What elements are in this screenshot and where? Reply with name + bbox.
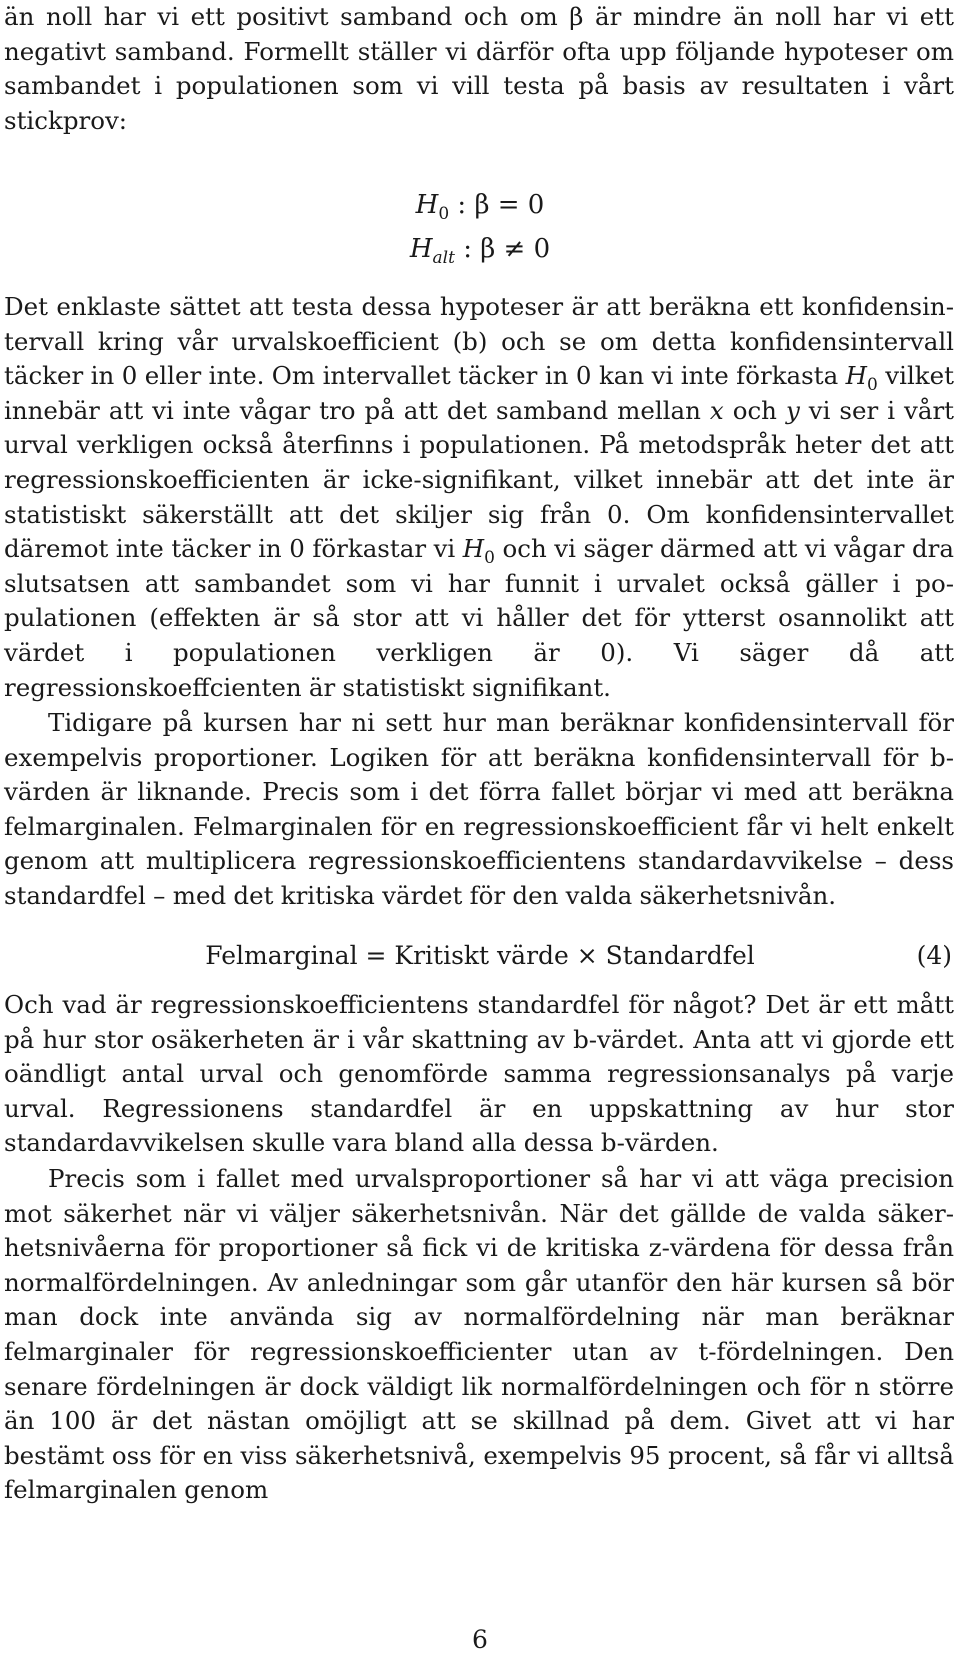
paragraph-standard-error bbox=[4, 988, 954, 1161]
page-number: 6 bbox=[472, 1625, 488, 1654]
symbol-x: x bbox=[709, 395, 724, 425]
subscript-0: 0 bbox=[438, 204, 450, 224]
paragraph-margin-of-error bbox=[4, 706, 954, 914]
paragraph-margin-of-error-text: Tidigare på kursen har ni sett hur man beräknar konfidensintervall för exempelvis proportioner. Logiken för att beräkna konfidensintervall för b-värden är liknande. Precis som i det förra fallet börjar vi med att beräkna felmarginalen. Felmarginalen för en regressionskoefficient får vi helt enkelt genom att multiplicera regressionskoefficientens standardavvikelse – dess standardfel – med det kritiska värdet för den valda säkerhetsnivån. bbox=[4, 708, 954, 910]
text-run: vilket innebär att vi inte vågar tro på att det samband mellan bbox=[4, 361, 954, 425]
paragraph-standard-error-text: Och vad är regressionskoefficientens standardfel för något? Det är ett mått på hur stor osäkerheten är i vår skattning av b-värdet. Anta att vi gjorde ett oändligt antal urval och genomförde samma regressionsanalys på varje urval. Regressionens standardfel är en uppskattning av hur stor standardavvikelsen skulle vara bland alla dessa b-värden. bbox=[4, 990, 954, 1158]
symbol-h: H bbox=[845, 361, 868, 391]
text-run: och vi säger därmed att vi vågar dra slutsatsen att sambandet som vi har funnit i urvalet också gäller i populationen (effekten är så stor att vi håller det för ytterst osannolikt att värdet i populationen verkligen är 0). Vi säger då att regressionskoeffcienten är statistiskt signifikant. bbox=[4, 534, 954, 702]
subscript-alt: alt bbox=[432, 248, 455, 268]
hypothesis-alt-rest: : β ≠ 0 bbox=[454, 234, 551, 264]
subscript-0: 0 bbox=[484, 548, 495, 569]
hypothesis-alt bbox=[0, 232, 960, 266]
equation-number: (4) bbox=[916, 941, 952, 970]
subscript-0: 0 bbox=[867, 375, 878, 396]
paragraph-confidence-test bbox=[4, 290, 954, 705]
paragraph-intro bbox=[4, 0, 954, 138]
text-run: vi ser i vårt urval verkligen också återfinns i populationen. På metodspråk heter det att regressionskoefficienten är icke-signifikant, vilket innebär att det inte är statistiskt säkerställt att det skiljer sig från 0. Om konfidensintervallet däremot inte täcker in 0 förkastar vi bbox=[4, 395, 955, 564]
equation-body: Felmarginal = Kritiskt värde × Standardfel bbox=[205, 941, 755, 970]
hypothesis-null bbox=[0, 188, 960, 222]
text-run: och bbox=[723, 395, 786, 425]
symbol-y: y bbox=[785, 395, 800, 425]
symbol-h: H bbox=[415, 190, 439, 220]
paragraph-confidence-level-text: Precis som i fallet med urvalsproportioner så har vi att väga precision mot säkerhet när vi väljer säkerhetsnivån. När det gällde de valda säkerhetsnivåerna för proportioner så fick vi de kritiska z-värdena för dessa från normalfördelningen. Av anledningar som går utanför den här kursen så bör man dock inte använda sig av normalfördelning när man beräknar felmarginaler för regressionskoefficienter utan av t-fördelningen. Den senare fördelningen är dock väldigt lik normalfördelningen och för n större än 100 är det nästan omöjligt att se skillnad på dem. Givet att vi har bestämt oss för en viss säkerhetsnivå, exempelvis 95 procent, så får vi alltså felmarginalen genom bbox=[4, 1164, 954, 1505]
paragraph-confidence-level bbox=[4, 1162, 954, 1508]
symbol-h: H bbox=[462, 534, 485, 564]
hypothesis-null-rest: : β = 0 bbox=[449, 190, 545, 220]
equation-4 bbox=[0, 936, 960, 976]
symbol-h: H bbox=[409, 234, 433, 264]
text-run: Det enklaste sättet att testa dessa hypoteser är att beräkna ett konfidensintervall kring vår urvalskoefficient (b) och se om detta konfidensintervall täcker in 0 eller inte. Om intervallet täcker in 0 kan vi inte förkasta bbox=[4, 292, 954, 391]
paragraph-intro-text: än noll har vi ett positivt samband och om β är mindre än noll har vi ett negativt samband. Formellt ställer vi därför ofta upp följande hypoteser om sambandet i populationen som vi vill testa på basis av resultaten i vårt stickprov: bbox=[4, 2, 954, 135]
